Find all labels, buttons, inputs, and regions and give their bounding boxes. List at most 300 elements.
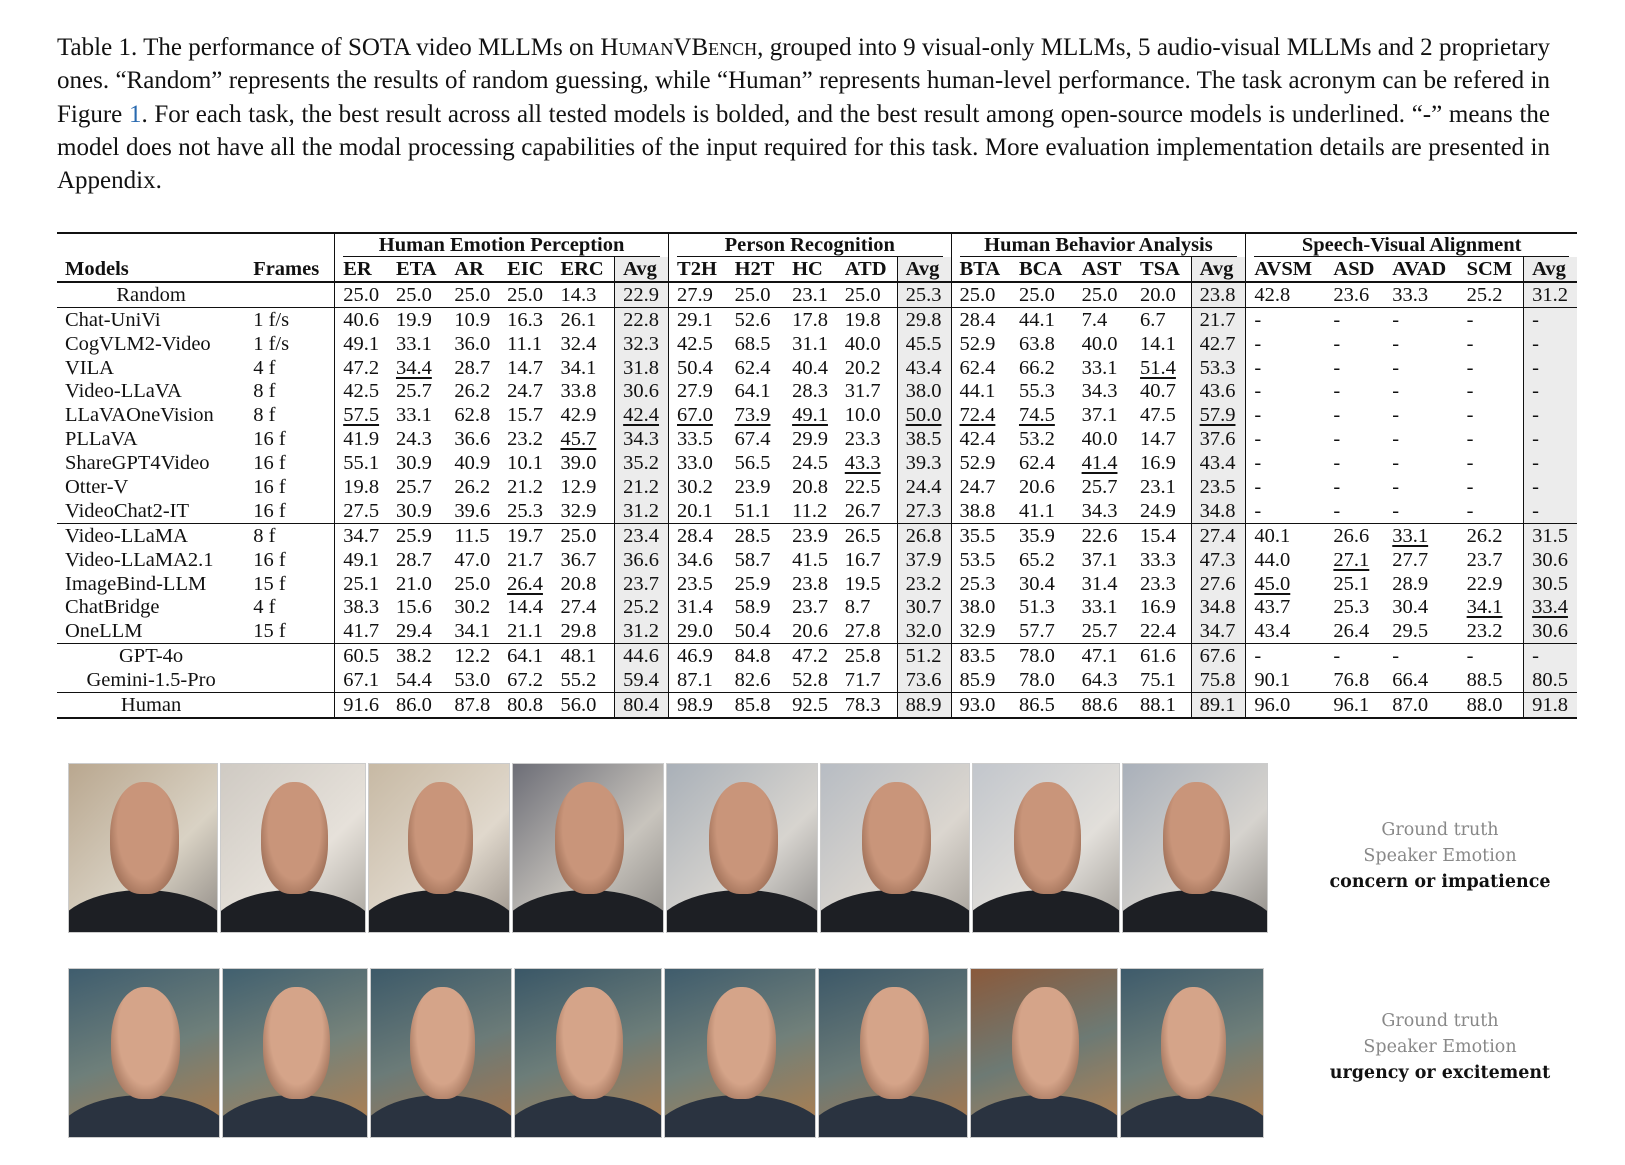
score-value: 80.4 (623, 693, 660, 716)
score-value: 78.0 (1018, 669, 1055, 692)
score-value: - (1392, 356, 1400, 379)
score-value: 10.1 (507, 452, 543, 475)
video-frame (1120, 968, 1264, 1138)
score-value: 51.2 (905, 645, 942, 668)
score-value: 85.9 (959, 669, 996, 692)
score-cell (837, 693, 897, 718)
gt-sub: Speaker Emotion (1363, 1037, 1517, 1057)
score-cell (897, 572, 951, 596)
table-row (57, 282, 1577, 307)
score-value: 23.1 (1140, 475, 1176, 498)
score-value: 36.6 (623, 548, 660, 571)
score-cell (1011, 282, 1074, 307)
score-cell (951, 693, 1011, 718)
score-cell (1132, 379, 1191, 403)
score-cell (1191, 475, 1246, 499)
score-value: 25.3 (959, 572, 996, 595)
face (263, 987, 329, 1099)
score-cell (615, 427, 669, 451)
score-cell (446, 693, 499, 718)
model-name: ImageBind-LLM (65, 572, 207, 595)
score-value: - (1254, 499, 1262, 522)
score-cell (552, 572, 614, 596)
score-cell (897, 356, 951, 380)
score-value: 42.7 (1199, 332, 1236, 355)
score-value: 25.7 (395, 475, 432, 498)
score-value: 30.5 (1532, 572, 1568, 595)
score-value: 64.1 (507, 645, 543, 668)
score-cell (1074, 451, 1132, 475)
score-value: 29.8 (560, 620, 597, 643)
score-value: 28.4 (959, 308, 996, 331)
score-value: 26.2 (454, 475, 491, 498)
score-value: 31.4 (1081, 572, 1118, 595)
score-cell (615, 572, 669, 596)
score-value: 43.6 (1199, 380, 1236, 403)
score-value: 52.9 (959, 452, 996, 475)
video-frame (68, 763, 218, 933)
model-name: Human (57, 693, 245, 718)
score-value: 58.7 (734, 548, 771, 571)
score-value: 25.0 (959, 283, 996, 306)
score-value: 23.7 (623, 572, 660, 595)
score-cell (1459, 307, 1524, 331)
score-cell (1132, 475, 1191, 499)
face (555, 782, 624, 894)
score-cell (1074, 379, 1132, 403)
score-value: 63.8 (1018, 332, 1055, 355)
column-header: Avg (1191, 257, 1246, 282)
score-value: - (1466, 499, 1474, 522)
column-header: ATD (837, 257, 897, 282)
score-value: 25.0 (507, 283, 543, 306)
score-cell (1459, 668, 1524, 692)
score-value: 25.0 (560, 524, 597, 547)
score-cell (388, 595, 446, 619)
score-cell (1459, 427, 1524, 451)
score-value: 24.7 (959, 475, 996, 498)
score-value: 34.7 (343, 524, 380, 547)
score-value: 27.3 (905, 499, 942, 522)
score-cell (615, 548, 669, 572)
score-value: 25.3 (1333, 596, 1370, 619)
score-cell (837, 427, 897, 451)
face (110, 782, 178, 894)
score-cell (897, 693, 951, 718)
score-value: 23.9 (792, 524, 828, 547)
score-cell (837, 595, 897, 619)
score-cell (615, 356, 669, 380)
score-cell (1191, 548, 1246, 572)
score-value: - (1254, 645, 1262, 668)
score-cell (837, 282, 897, 307)
score-cell (837, 332, 897, 356)
score-cell (1459, 379, 1524, 403)
column-header: BTA (951, 257, 1011, 282)
score-cell (897, 499, 951, 523)
score-cell (1459, 332, 1524, 356)
score-cell (499, 307, 552, 331)
frames-cell (245, 668, 335, 692)
score-cell (951, 595, 1011, 619)
score-value: 25.0 (454, 572, 491, 595)
score-value: 67.4 (734, 428, 771, 451)
score-cell (552, 523, 614, 547)
score-value: 23.5 (677, 572, 713, 595)
table-row (57, 475, 1577, 499)
score-cell (951, 379, 1011, 403)
score-value: 29.0 (677, 620, 713, 643)
group-header (335, 233, 669, 257)
score-value: - (1532, 452, 1539, 475)
score-cell (1191, 693, 1246, 718)
score-cell (1524, 693, 1577, 718)
score-cell (1325, 693, 1384, 718)
score-cell (951, 572, 1011, 596)
score-cell (1011, 427, 1074, 451)
score-value: 42.5 (343, 380, 380, 403)
score-cell (388, 282, 446, 307)
model-name: VILA (65, 356, 114, 379)
score-cell (1325, 427, 1384, 451)
score-cell (1524, 451, 1577, 475)
score-value: 34.8 (1199, 596, 1236, 619)
score-cell (784, 356, 837, 380)
score-cell (1524, 499, 1577, 523)
score-cell (1191, 499, 1246, 523)
score-cell (727, 499, 784, 523)
score-value: 48.1 (560, 645, 597, 668)
table-row (57, 644, 1577, 668)
score-value: 25.0 (1018, 283, 1055, 306)
score-value: 34.3 (623, 428, 660, 451)
score-cell (499, 379, 552, 403)
score-value: 27.9 (677, 283, 713, 306)
score-value: 27.4 (1199, 524, 1236, 547)
score-value: 87.0 (1392, 693, 1429, 716)
score-value: - (1532, 332, 1539, 355)
score-cell (1074, 572, 1132, 596)
score-cell (1246, 451, 1326, 475)
score-value: 32.4 (560, 332, 597, 355)
score-value: 39.0 (560, 452, 597, 475)
score-cell (784, 499, 837, 523)
score-value: 67.0 (677, 404, 713, 427)
score-cell (615, 619, 669, 643)
score-value: 74.5 (1018, 404, 1055, 427)
score-cell (1132, 644, 1191, 668)
score-value: - (1254, 380, 1262, 403)
benchmark-name: HumanVBench (600, 34, 758, 61)
score-cell (1074, 403, 1132, 427)
score-cell (552, 548, 614, 572)
score-value: 51.3 (1018, 596, 1055, 619)
score-cell (951, 523, 1011, 547)
score-value: 14.1 (1140, 332, 1176, 355)
score-cell (669, 595, 727, 619)
score-value: - (1392, 404, 1400, 427)
score-value: 26.8 (905, 524, 942, 547)
score-cell (499, 548, 552, 572)
table-row (57, 595, 1577, 619)
frames-cell: 8 f (245, 523, 335, 547)
group-header-label: Speech-Visual Alignment (1254, 234, 1569, 257)
score-value: 33.3 (1140, 548, 1176, 571)
score-cell (1524, 282, 1577, 307)
score-cell (727, 668, 784, 692)
score-value: 31.1 (792, 332, 828, 355)
score-cell (669, 356, 727, 380)
score-cell (669, 451, 727, 475)
score-value: 47.5 (1140, 404, 1176, 427)
score-cell (897, 475, 951, 499)
score-cell (1459, 451, 1524, 475)
score-value: - (1466, 428, 1474, 451)
score-value: 43.3 (844, 452, 881, 475)
score-value: 84.8 (734, 645, 771, 668)
score-value: 32.3 (623, 332, 660, 355)
score-value: - (1532, 356, 1539, 379)
score-cell (1246, 548, 1326, 572)
score-cell (784, 523, 837, 547)
score-value: 33.8 (560, 380, 597, 403)
score-value: 44.1 (959, 380, 996, 403)
score-cell (388, 427, 446, 451)
score-value: 44.6 (623, 645, 660, 668)
score-value: 28.7 (395, 548, 432, 571)
score-cell (1246, 523, 1326, 547)
score-value: 38.2 (395, 645, 432, 668)
score-cell (615, 595, 669, 619)
score-value: 14.7 (1140, 428, 1176, 451)
column-header: Models (57, 257, 245, 282)
header-blank (245, 233, 335, 257)
model-name: Video-LLaMA (57, 523, 245, 547)
score-value: 20.8 (560, 572, 597, 595)
score-cell (615, 379, 669, 403)
score-value: 25.0 (1081, 283, 1118, 306)
score-value: 26.5 (844, 524, 881, 547)
score-value: 25.1 (343, 572, 380, 595)
score-value: 19.8 (844, 308, 881, 331)
score-value: 60.5 (343, 645, 380, 668)
score-value: 41.4 (1081, 452, 1118, 475)
score-cell (335, 595, 388, 619)
score-value: - (1392, 499, 1400, 522)
score-value: 33.0 (677, 452, 713, 475)
frames-cell: 15 f (245, 619, 335, 643)
score-cell (897, 332, 951, 356)
face (1163, 782, 1229, 894)
score-cell (1074, 427, 1132, 451)
score-value: - (1254, 308, 1262, 331)
score-value: 11.1 (507, 332, 543, 355)
score-value: 38.5 (905, 428, 942, 451)
score-value: 75.8 (1199, 669, 1236, 692)
score-value: 33.1 (1081, 356, 1118, 379)
score-cell (1191, 403, 1246, 427)
score-value: 19.7 (507, 524, 543, 547)
frame-strip-1 (68, 763, 1268, 933)
score-cell (388, 619, 446, 643)
score-cell (499, 475, 552, 499)
score-cell (1384, 619, 1458, 643)
score-value: 62.4 (734, 356, 771, 379)
score-cell (837, 572, 897, 596)
face (410, 987, 474, 1099)
score-cell (727, 548, 784, 572)
score-value: 57.9 (1199, 404, 1236, 427)
model-name: PLLaVA (65, 428, 138, 451)
score-cell (784, 644, 837, 668)
score-value: 50.4 (734, 620, 771, 643)
score-cell (1074, 595, 1132, 619)
score-value: - (1392, 645, 1400, 668)
score-cell (499, 427, 552, 451)
column-header: AR (446, 257, 499, 282)
score-cell (1325, 595, 1384, 619)
score-value: 28.4 (677, 524, 713, 547)
score-cell (615, 644, 669, 668)
score-cell (1459, 523, 1524, 547)
score-cell (552, 619, 614, 643)
score-value: 26.1 (560, 308, 597, 331)
score-cell (1325, 548, 1384, 572)
column-header: SCM (1459, 257, 1524, 282)
score-cell (1011, 548, 1074, 572)
score-value: 34.1 (454, 620, 491, 643)
score-cell (1191, 451, 1246, 475)
score-cell (669, 307, 727, 331)
score-cell (335, 499, 388, 523)
score-cell (1325, 282, 1384, 307)
score-value: 22.5 (844, 475, 881, 498)
score-cell (897, 523, 951, 547)
score-cell (727, 379, 784, 403)
ground-truth-1 (1300, 817, 1580, 895)
table-row (57, 451, 1577, 475)
score-value: 23.8 (792, 572, 828, 595)
score-value: 28.9 (1392, 572, 1429, 595)
score-value: 16.9 (1140, 596, 1176, 619)
score-value: 40.0 (844, 332, 881, 355)
frames-cell: 15 f (245, 572, 335, 596)
score-cell (1384, 356, 1458, 380)
frames-cell (245, 644, 335, 668)
score-cell (1524, 644, 1577, 668)
score-value: 85.8 (734, 693, 771, 716)
score-cell (784, 693, 837, 718)
score-value: 21.2 (507, 475, 543, 498)
score-value: 45.0 (1254, 572, 1291, 595)
score-value: 33.5 (677, 428, 713, 451)
score-value: 30.9 (395, 499, 432, 522)
score-cell (388, 499, 446, 523)
score-value: - (1392, 332, 1400, 355)
score-value: 65.2 (1018, 548, 1055, 571)
score-value: 90.1 (1254, 669, 1291, 692)
score-value: 82.6 (734, 669, 771, 692)
score-cell (1191, 619, 1246, 643)
table-row (57, 668, 1577, 692)
score-cell (1524, 572, 1577, 596)
score-cell (1325, 523, 1384, 547)
face (860, 987, 928, 1099)
score-value: 23.2 (1466, 620, 1503, 643)
score-value: - (1333, 499, 1341, 522)
score-value: 31.2 (623, 620, 660, 643)
score-value: 40.7 (1140, 380, 1176, 403)
score-cell (552, 475, 614, 499)
score-cell (1191, 595, 1246, 619)
score-cell (552, 668, 614, 692)
score-cell (335, 523, 388, 547)
score-cell (552, 282, 614, 307)
score-cell (1132, 451, 1191, 475)
score-cell (615, 332, 669, 356)
score-value: 28.5 (734, 524, 771, 547)
score-value: 57.5 (343, 404, 380, 427)
score-value: 98.9 (677, 693, 713, 716)
frames-cell: 1 f/s (245, 332, 335, 356)
score-cell (335, 475, 388, 499)
score-value: 25.2 (623, 596, 660, 619)
score-value: 55.1 (343, 452, 380, 475)
figure-ref-link[interactable]: 1 (128, 100, 142, 128)
score-value: - (1333, 452, 1341, 475)
score-value: 33.1 (395, 404, 432, 427)
video-frame (1122, 763, 1268, 933)
score-cell (615, 523, 669, 547)
score-value: 38.8 (959, 499, 996, 522)
score-value: 42.5 (677, 332, 713, 355)
score-cell (335, 644, 388, 668)
score-value: 49.1 (792, 404, 828, 427)
score-value: 19.5 (844, 572, 881, 595)
column-header: TSA (1132, 257, 1191, 282)
table-row (57, 523, 1577, 547)
score-value: 41.1 (1018, 499, 1055, 522)
score-value: 25.3 (905, 283, 942, 306)
score-value: 80.8 (507, 693, 543, 716)
score-cell (446, 644, 499, 668)
score-cell (1384, 475, 1458, 499)
score-value: 30.6 (623, 380, 660, 403)
score-cell (1191, 307, 1246, 331)
score-cell (1384, 668, 1458, 692)
score-value: 11.5 (454, 524, 490, 547)
score-cell (784, 307, 837, 331)
score-cell (1132, 356, 1191, 380)
score-cell (1384, 403, 1458, 427)
frames-cell: 16 f (245, 548, 335, 572)
table-row (57, 403, 1577, 427)
score-cell (1074, 523, 1132, 547)
score-value: 24.5 (792, 452, 828, 475)
score-cell (951, 619, 1011, 643)
caption-suffix: . For each task, the best result across all tested models is bolded, and the best result among open-source models is underlined. “-” means the model does not have all the modal processing capabilities of the input required for this task. More evaluation implementation details are presented in Appendix. (57, 100, 1550, 195)
score-cell (1011, 356, 1074, 380)
score-value: 78.3 (844, 693, 881, 716)
score-cell (1524, 307, 1577, 331)
score-value: 29.5 (1392, 620, 1429, 643)
score-cell (335, 356, 388, 380)
video-frame (820, 763, 970, 933)
score-cell (727, 356, 784, 380)
score-cell (837, 668, 897, 692)
score-cell (335, 427, 388, 451)
score-value: - (1333, 332, 1341, 355)
